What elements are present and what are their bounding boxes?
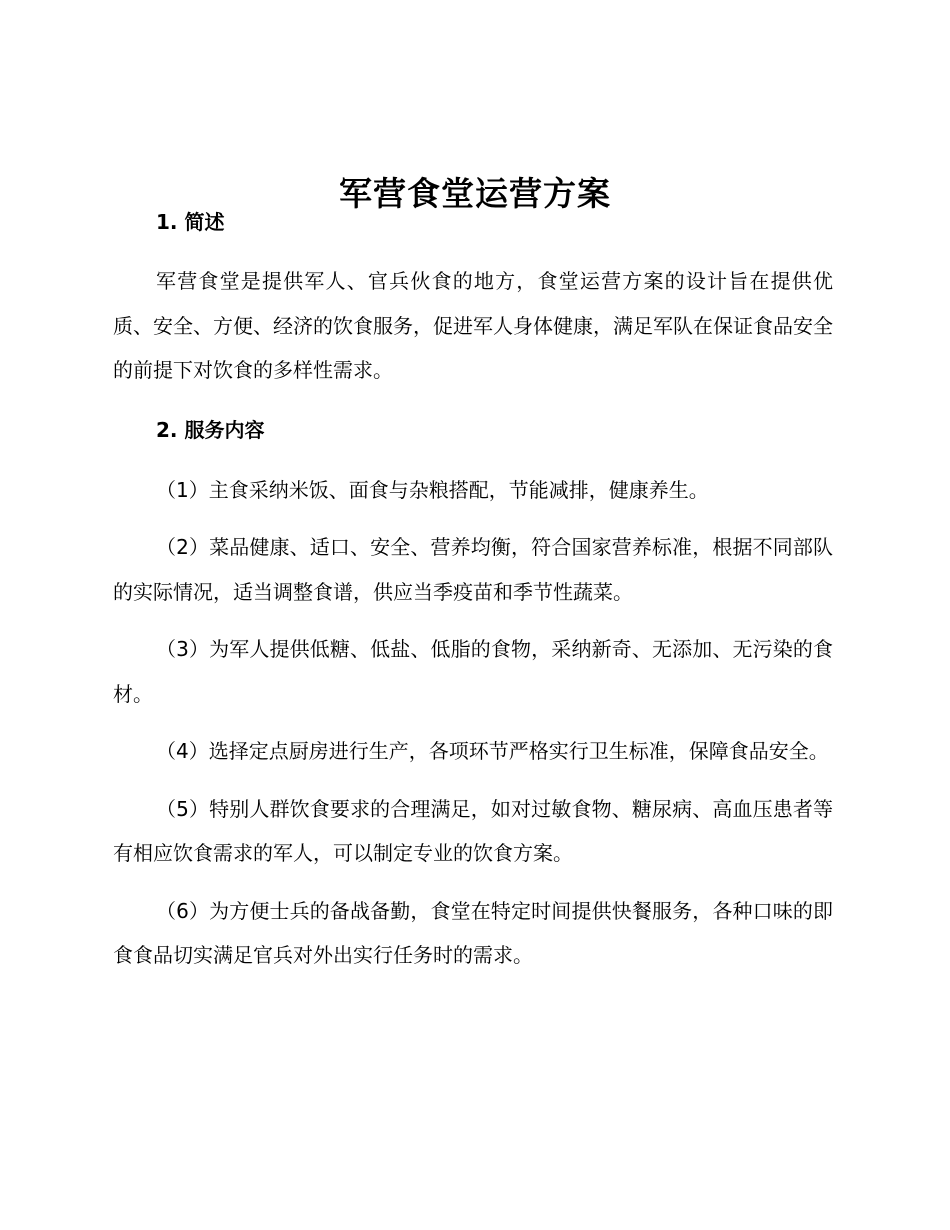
service-item-6: （6）为方便士兵的备战备勤，食堂在特定时间提供快餐服务，各种口味的即食食品切实满足官兵对外出实行任务时的需求。 <box>113 898 833 967</box>
section-heading-overview: 1. 简述 <box>156 210 225 234</box>
document-body <box>113 202 833 991</box>
service-item-1: （1）主食采纳米饭、面食与杂粮搭配，节能减排，健康养生。 <box>156 477 709 502</box>
service-item-5: （5）特别人群饮食要求的合理满足，如对过敏食物、糖尿病、高血压患者等有相应饮食需求的军人，可以制定专业的饮食方案。 <box>113 796 833 865</box>
section-heading-services: 2. 服务内容 <box>156 417 265 442</box>
service-item-2: （2）菜品健康、适口、安全、营养均衡，符合国家营养标准，根据不同部队的实际情况，适当调整食谱，供应当季疫苗和季节性蔬菜。 <box>113 535 833 604</box>
service-item-4: （4）选择定点厨房进行生产，各项环节严格实行卫生标准，保障食品安全。 <box>156 739 829 763</box>
service-item-3: （3）为军人提供低糖、低盐、低脂的食物，采纳新奇、无添加、无污染的食材。 <box>113 637 833 706</box>
document-title: 军营食堂运营方案 <box>339 174 611 214</box>
overview-paragraph: 军营食堂是提供军人、官兵伙食的地方，食堂运营方案的设计旨在提供优质、安全、方便、经济的饮食服务，促进军人身体健康，满足军队在保证食品安全的前提下对饮食的多样性需求。 <box>113 269 833 382</box>
